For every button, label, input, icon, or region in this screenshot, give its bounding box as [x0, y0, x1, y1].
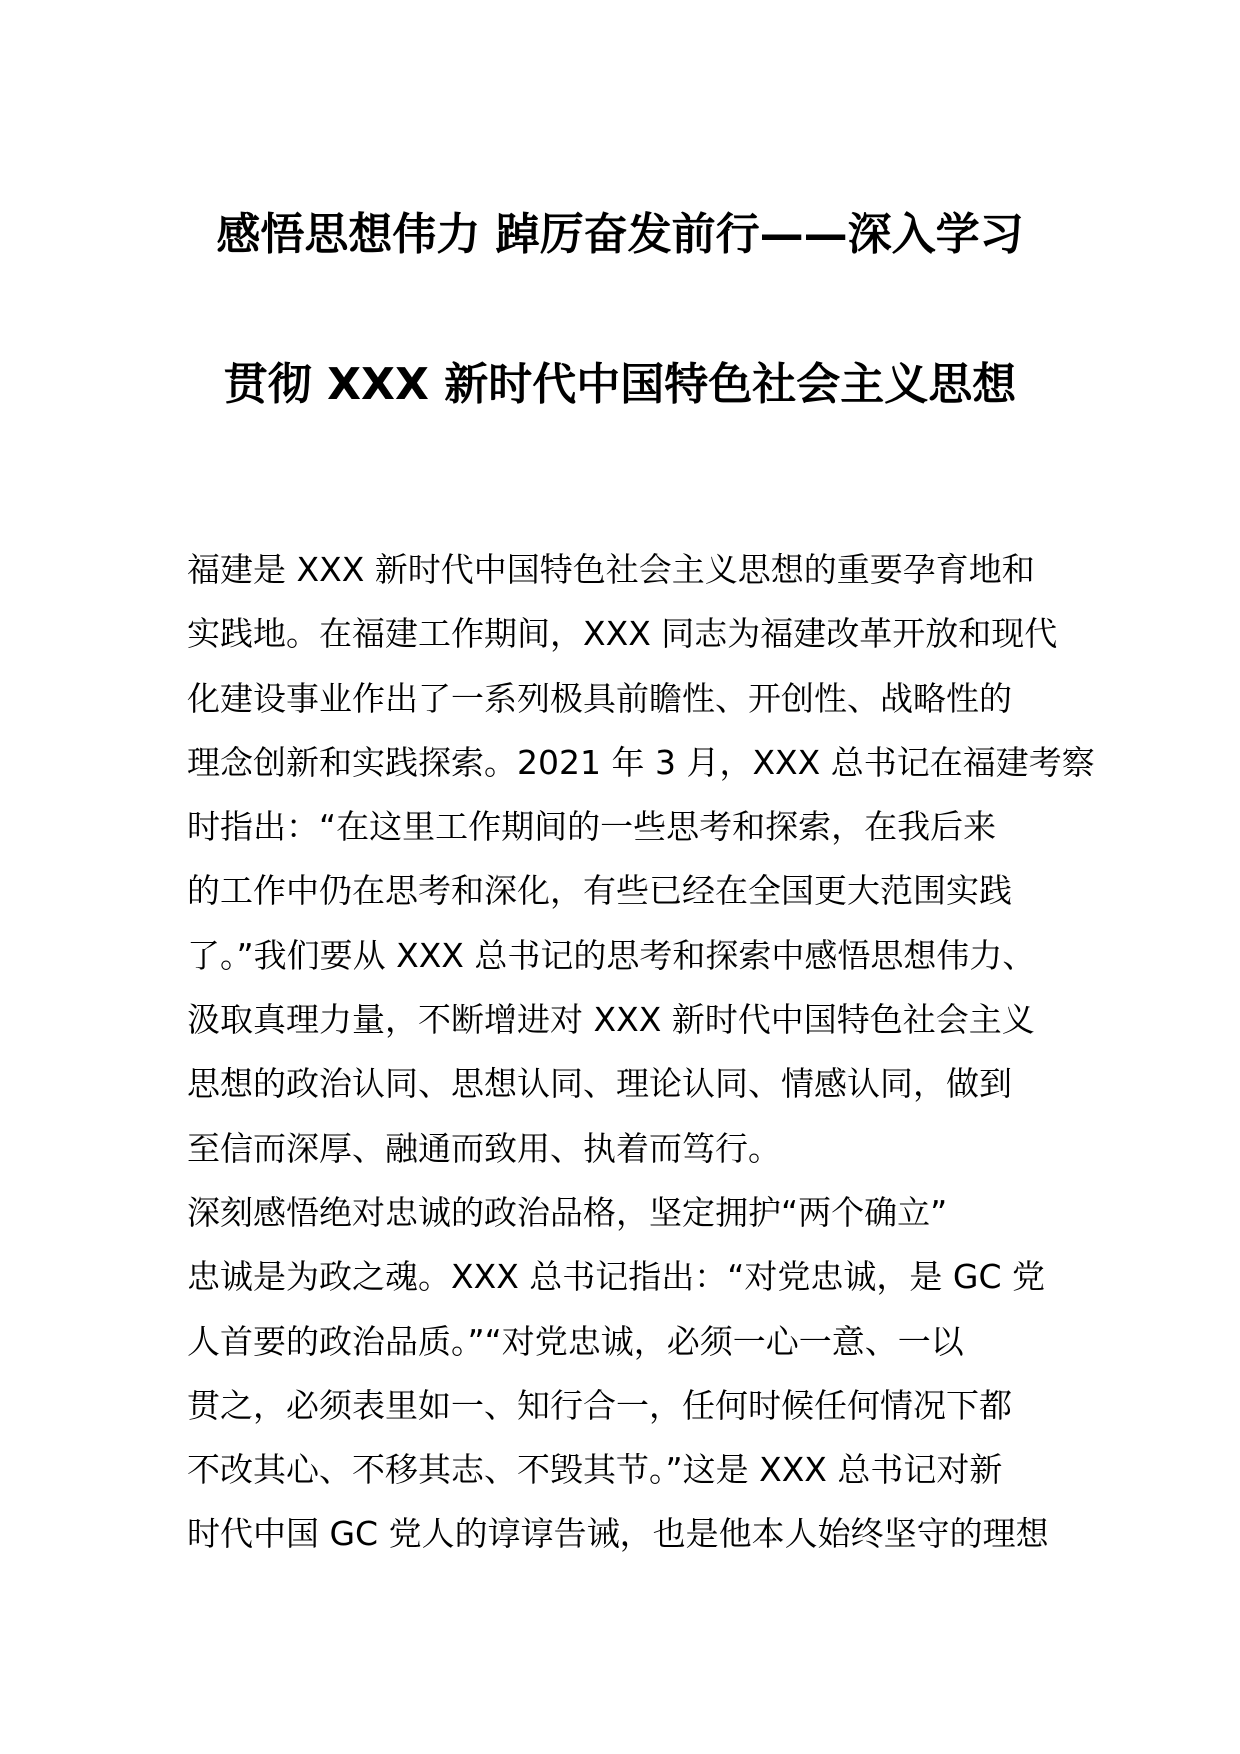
section-heading: 深刻感悟绝对忠诚的政治品格，坚定拥护“两个确立”	[187, 1192, 948, 1232]
body-line: 实践地。在福建工作期间，XXX 同志为福建改革开放和现代	[187, 614, 1058, 654]
document-body	[187, 538, 1095, 1567]
body-line: 福建是 XXX 新时代中国特色社会主义思想的重要孕育地和	[187, 550, 1035, 589]
body-line: 汲取真理力量，不断增进对 XXX 新时代中国特色社会主义	[187, 1000, 1035, 1040]
document-title-line-1: 感悟思想伟力 踔厉奋发前行——深入学习	[216, 209, 1024, 260]
body-line: 时代中国 GC 党人的谆谆告诫，也是他本人始终坚守的理想	[187, 1514, 1049, 1554]
body-line: 时指出：“在这里工作期间的一些思考和探索，在我后来	[187, 807, 997, 847]
document-title-line-2: 贯彻 XXX 新时代中国特色社会主义思想	[223, 359, 1017, 410]
body-line: 至信而深厚、融通而致用、执着而笃行。	[187, 1128, 781, 1168]
body-line: 了。”我们要从 XXX 总书记的思考和探索中感悟思想伟力、	[187, 935, 1036, 975]
body-line: 贯之，必须表里如一、知行合一，任何时候任何情况下都	[187, 1385, 1012, 1425]
body-line: 不改其心、不移其志、不毁其节。”这是 XXX 总书记对新	[187, 1450, 1003, 1490]
body-line: 化建设事业作出了一系列极具前瞻性、开创性、战略性的	[187, 678, 1012, 718]
body-line: 人首要的政治品质。”“对党忠诚，必须一心一意、一以	[187, 1321, 964, 1361]
body-line: 忠诚是为政之魂。XXX 总书记指出：“对党忠诚，是 GC 党	[187, 1257, 1045, 1297]
body-line: 思想的政治认同、思想认同、理论认同、情感认同，做到	[187, 1064, 1012, 1104]
body-line: 理念创新和实践探索。2021 年 3 月，XXX 总书记在福建考察	[187, 742, 1095, 782]
body-line: 的工作中仍在思考和深化，有些已经在全国更大范围实践	[187, 871, 1012, 911]
